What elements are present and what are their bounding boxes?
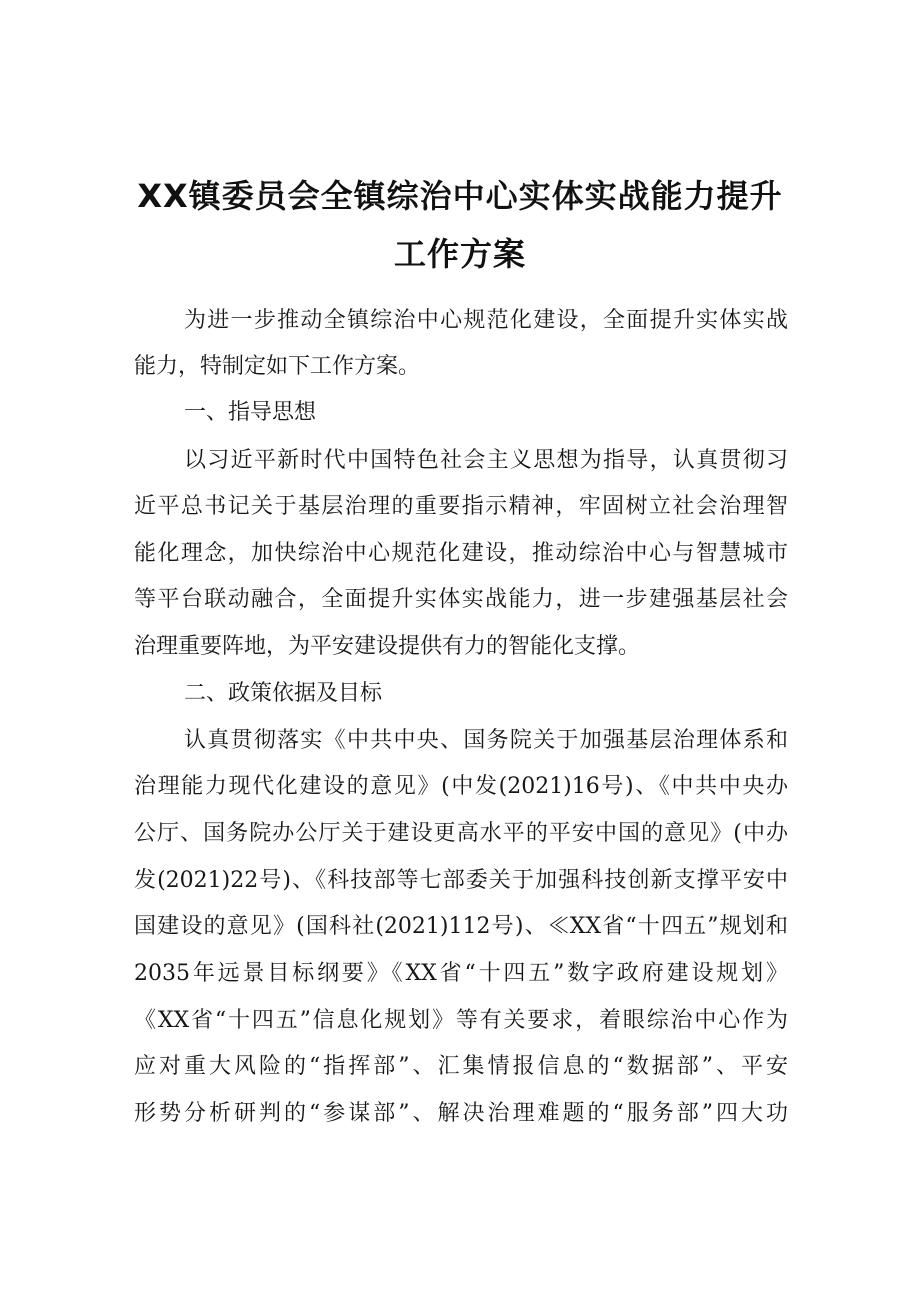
paragraph-intro-line-1: 为进一步推动全镇综治中心规范化建设，全面提升实体实战 (184, 308, 788, 333)
paragraph-policy-line-3: 公厅、国务院办公厅关于建设更高水平的平安中国的意见》(中办 (134, 821, 788, 846)
paragraph-policy-line-9: 形势分析研判的“参谋部”、解决治理难题的“服务部”四大功 (134, 1101, 788, 1126)
paragraph-policy-line-5: 国建设的意见》(国科社(2021)112号)、≪XX省“十四五”规划和 (134, 914, 788, 939)
paragraph-policy-line-8: 应对重大风险的“指挥部”、汇集情报信息的“数据部”、平安 (134, 1054, 788, 1079)
paragraph-policy-line-6: 2035年远景目标纲要》《XX省“十四五”数字政府建设规划》 (134, 961, 788, 986)
document-title-line-1: XX镇委员会全镇综治中心实体实战能力提升 (137, 177, 783, 215)
paragraph-policy-line-7: 《XX省“十四五”信息化规划》等有关要求，着眼综治中心作为 (134, 1008, 788, 1033)
paragraph-ideology-line-4: 等平台联动融合，全面提升实体实战能力，进一步建强基层社会 (134, 587, 788, 612)
paragraph-policy-line-2: 治理能力现代化建设的意见》(中发(2021)16号)、《中共中央办 (134, 774, 788, 799)
paragraph-ideology-line-5: 治理重要阵地，为平安建设提供有力的智能化支撑。 (134, 634, 641, 659)
paragraph-intro-line-2: 能力，特制定如下工作方案。 (134, 354, 421, 379)
paragraph-ideology-line-1: 以习近平新时代中国特色社会主义思想为指导，认真贯彻习 (184, 448, 788, 473)
paragraph-policy-line-1: 认真贯彻落实《中共中央、国务院关于加强基层治理体系和 (184, 728, 788, 753)
document-title-line-2: 工作方案 (393, 235, 526, 273)
section-heading-guiding-ideology: 一、指导思想 (184, 400, 317, 425)
section-heading-policy-basis: 二、政策依据及目标 (184, 681, 383, 706)
paragraph-ideology-line-2: 近平总书记关于基层治理的重要指示精神，牢固树立社会治理智 (134, 494, 788, 519)
paragraph-policy-line-4: 发(2021)22号)、《科技部等七部委关于加强科技创新支撑平安中 (134, 868, 788, 893)
paragraph-ideology-line-3: 能化理念，加快综治中心规范化建设，推动综治中心与智慧城市 (134, 541, 788, 566)
